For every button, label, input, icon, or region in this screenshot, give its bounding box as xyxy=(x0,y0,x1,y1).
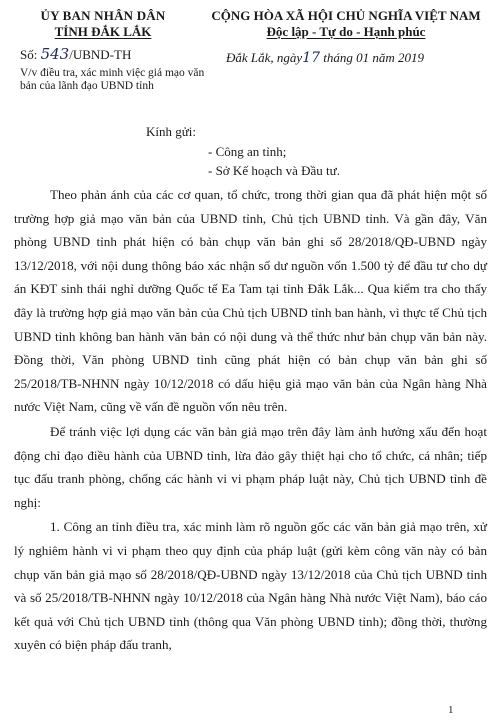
issuing-organization xyxy=(14,8,192,40)
recipient-item: - Sở Kế hoạch và Đầu tư. xyxy=(208,163,340,178)
page-number: 1 xyxy=(448,704,454,716)
body-paragraph: 1. Công an tỉnh điều tra, xác minh làm rõ nguồn gốc các văn bản giả mạo trên, xử lý nghiêm hành vi vi phạm theo quy định của pháp luật (gửi kèm công văn này có bản chụp văn bản giả mạo số 28/2018/QĐ-UBND ngày 13/12/2018 của Chủ tịch UBND tỉnh và số 25/2018/TB-NHNN ngày 10/12/2018 của Ngân hàng Nhà nước Việt Nam), báo cáo kết quả với Chủ tịch UBND tỉnh (thông qua Văn phòng UBND tỉnh); đồng thời, thường xuyên có biện pháp đấu tranh, xyxy=(14,519,487,653)
national-motto: Độc lập - Tự do - Hạnh phúc xyxy=(266,24,426,39)
doc-number-prefix: Số: xyxy=(20,47,38,62)
issue-date xyxy=(226,50,424,66)
body-paragraph: Theo phản ánh của các cơ quan, tổ chức, trong thời gian qua đã phát hiện một số trường hợp giả mạo văn bản của UBND tỉnh, Chủ tịch UBND tỉnh. Và gần đây, Văn phòng UBND tỉnh phát hiện có bản chụp văn bản ghi số 28/2018/QĐ-UBND ngày 13/12/2018, với nội dung thông báo xác nhận số dư nguồn vốn 1.500 tỷ để đầu tư cho dự án KĐT sinh thái nghỉ dưỡng Quốc tế Ea Tam tại tỉnh Đắk Lắk... Qua kiểm tra cho thấy đây là trường hợp giả mạo văn bản của Chủ tịch UBND tỉnh ban hành, vì thực tế Chủ tịch UBND tỉnh không ban hành văn bản có nội dung và thể thức như bản chụp văn bản này. Đồng thời, Văn phòng UBND tỉnh cũng phát hiện có bản chụp văn bản ghi số 25/2018/TB-NHNN ngày 10/12/2018 có dấu hiệu giả mạo văn bản của Ngân hàng Nhà nước Việt Nam, cũng về vấn đề nguồn vốn nêu trên. xyxy=(14,187,487,415)
doc-number-handwritten: 543 xyxy=(40,45,70,63)
document-number xyxy=(20,45,131,63)
org-name-line1: ỦY BAN NHÂN DÂN xyxy=(40,8,166,23)
date-prefix: Đắk Lắk, ngày xyxy=(226,50,303,65)
recipient-item: - Công an tỉnh; xyxy=(208,144,287,159)
date-day-handwritten: 17 xyxy=(302,50,321,66)
body-paragraph: Để tránh việc lợi dụng các văn bản giả mạo trên đây làm ảnh hưởng xấu đến hoạt động chỉ đạo điều hành của UBND tỉnh, lừa đảo gây thiệt hại cho tổ chức, cá nhân; tiếp tục đấu tranh phòng, chống các hành vi vi phạm pháp luật này, Chủ tịch UBND tỉnh đề nghị: xyxy=(14,423,487,510)
org-name-line2: TỈNH ĐẮK LẮK xyxy=(54,24,152,39)
national-title: CỘNG HÒA XÃ HỘI CHỦ NGHĨA VIỆT NAM xyxy=(211,8,481,23)
document-body xyxy=(14,183,487,657)
doc-number-suffix: /UBND-TH xyxy=(69,47,132,62)
recipients-label: Kính gửi: xyxy=(146,124,197,139)
document-subject: V/v điều tra, xác minh việc giả mạo văn bản của lãnh đạo UBND tỉnh xyxy=(20,67,205,92)
date-suffix: tháng 01 năm 2019 xyxy=(323,50,425,65)
national-header xyxy=(196,8,496,40)
